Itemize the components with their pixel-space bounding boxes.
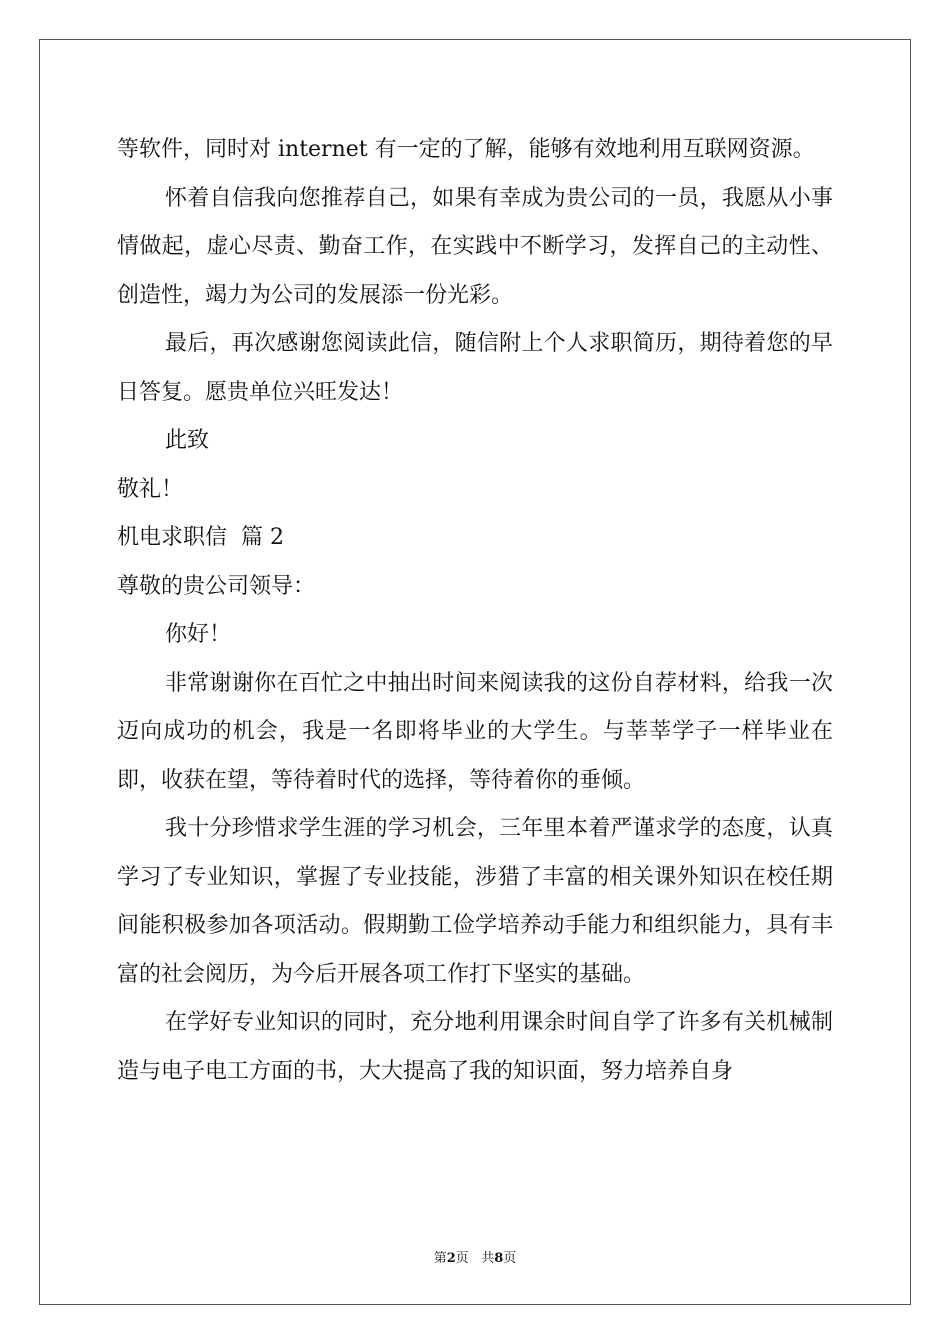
total-suffix: 页 [503,1251,517,1266]
letter-greeting: 尊敬的贵公司领导： [117,573,316,599]
document-body [117,126,833,1096]
section-title: 机电求职信 篇 2 [117,525,284,550]
closing-regards: 敬礼！ [117,476,184,502]
paragraph: 怀着自信我向您推荐自己，如果有幸成为贵公司的一员，我愿从小事情做起，虚心尽责、勤奋工作，在实践中不断学习，发挥自己的主动性、创造性，竭力为公司的发展添一份光彩。 [117,185,833,308]
page-number: 2 [446,1251,456,1266]
page-prefix: 第 [433,1251,447,1266]
page-suffix: 页 [455,1251,469,1266]
paragraph: 在学好专业知识的同时，充分地利用课余时间自学了许多有关机械制造与电子电工方面的书，大大提高了我的知识面，努力培养自身 [117,1010,833,1084]
paragraph: 等软件，同时对 internet 有一定的了解，能够有效地利用互联网资源。 [117,137,815,162]
letter-hello: 你好！ [165,622,232,647]
paragraph: 非常谢谢你在百忙之中抽出时间来阅读我的这份自荐材料，给我一次迈向成功的机会，我是一名即将毕业的大学生。与莘莘学子一样毕业在即，收获在望，等待着时代的选择，等待着你的垂倾。 [117,670,833,793]
page-total: 8 [494,1251,504,1266]
closing-salutation: 此致 [165,428,210,453]
paragraph: 最后，再次感谢您阅读此信，随信附上个人求职简历，期待着您的早日答复。愿贵单位兴旺发达！ [117,331,833,405]
page-footer [0,1247,950,1266]
paragraph: 我十分珍惜求学生涯的学习机会，三年里本着严谨求学的态度，认真学习了专业知识，掌握了专业技能，涉猎了丰富的相关课外知识在校任期间能积极参加各项活动。假期勤工俭学培养动手能力和组织能力，具有丰富的社会阅历，为今后开展各项工作打下坚实的基础。 [117,816,833,987]
total-prefix: 共 [481,1251,495,1266]
